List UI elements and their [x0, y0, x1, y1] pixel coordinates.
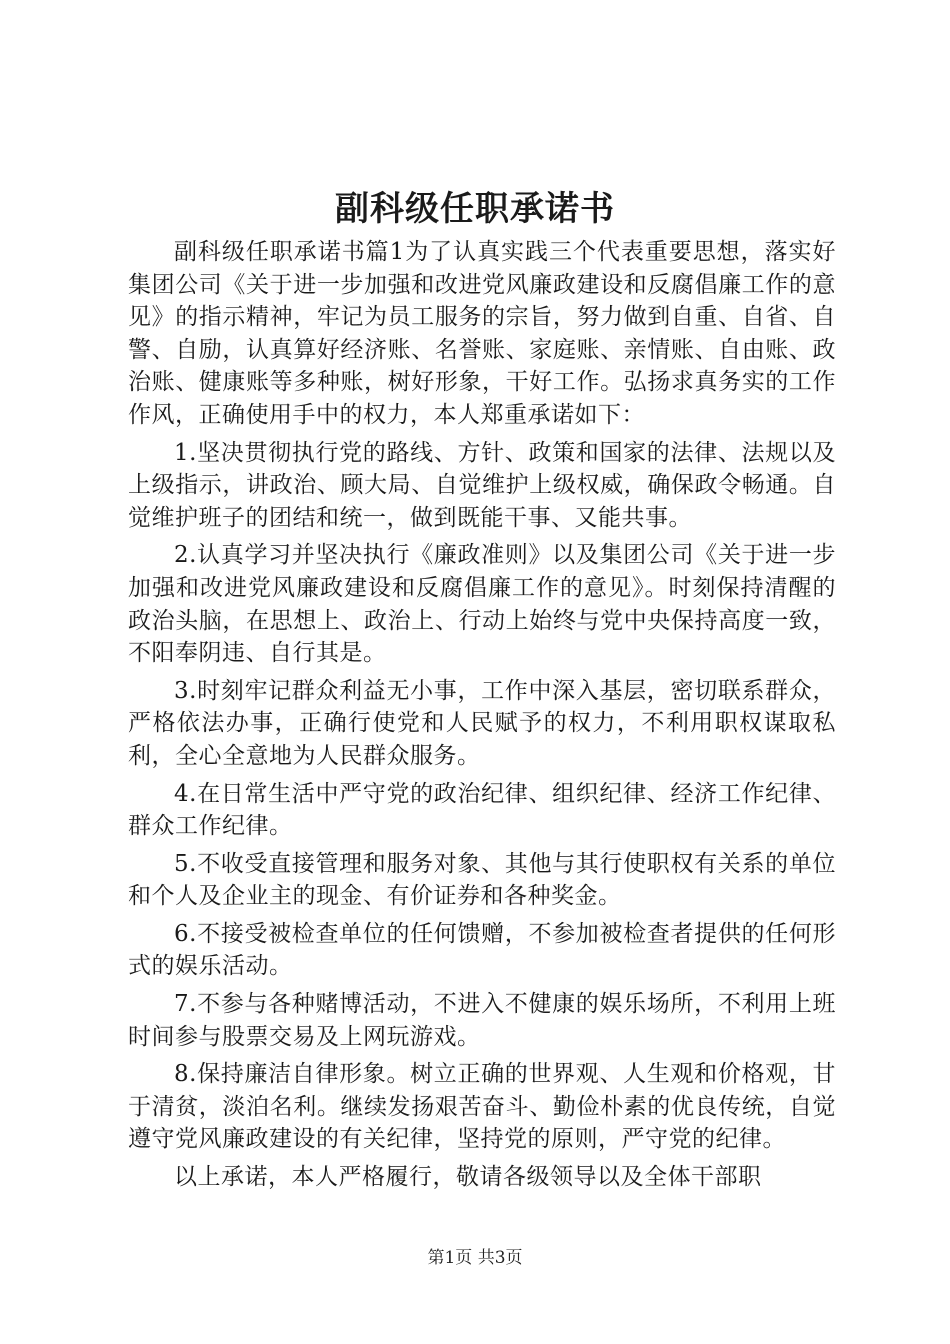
paragraph-item-3: 3.时刻牢记群众利益无小事，工作中深入基层，密切联系群众，严格依法办事，正确行使党和人民赋予的权力，不利用职权谋取私利，全心全意地为人民群众服务。 [128, 677, 836, 769]
paragraph-item-1: 1.坚决贯彻执行党的路线、方针、政策和国家的法律、法规以及上级指示，讲政治、顾大局、自觉维护上级权威，确保政令畅通。自觉维护班子的团结和统一，做到既能干事、又能共事。 [128, 439, 836, 531]
paragraph-item-2: 2.认真学习并坚决执行《廉政准则》以及集团公司《关于进一步加强和改进党风廉政建设和反腐倡廉工作的意见》。时刻保持清醒的政治头脑，在思想上、政治上、行动上始终与党中央保持高度一致，不阳奉阴违、自行其是。 [128, 542, 836, 667]
paragraph-item-4: 4.在日常生活中严守党的政治纪律、组织纪律、经济工作纪律、群众工作纪律。 [128, 780, 836, 840]
document-title: 副科级任职承诺书 [335, 189, 615, 229]
paragraph-item-5: 5.不收受直接管理和服务对象、其他与其行使职权有关系的单位和个人及企业主的现金、有价证券和各种奖金。 [128, 850, 836, 910]
paragraph-intro: 副科级任职承诺书篇1为了认真实践三个代表重要思想，落实好集团公司《关于进一步加强和改进党风廉政建设和反腐倡廉工作的意见》的指示精神，牢记为员工服务的宗旨，努力做到自重、自省、自警、自励，认真算好经济账、名誉账、家庭账、亲情账、自由账、政治账、健康账等多种账，树好形象，干好工作。弘扬求真务实的工作作风，正确使用手中的权力，本人郑重承诺如下： [128, 239, 836, 428]
document-body [128, 236, 836, 1199]
paragraph-item-7: 7.不参与各种赌博活动，不进入不健康的娱乐场所，不利用上班时间参与股票交易及上网玩游戏。 [128, 991, 836, 1050]
paragraph-closing: 以上承诺，本人严格履行，敬请各级领导以及全体干部职 [174, 1164, 762, 1191]
page-number: 第1页 共3页 [427, 1248, 523, 1268]
paragraph-item-8: 8.保持廉洁自律形象。树立正确的世界观、人生观和价格观，甘于清贫，淡泊名利。继续发扬艰苦奋斗、勤俭朴素的优良传统，自觉遵守党风廉政建设的有关纪律，坚持党的原则，严守党的纪律。 [128, 1061, 836, 1153]
paragraph-item-6: 6.不接受被检查单位的任何馈赠，不参加被检查者提供的任何形式的娱乐活动。 [128, 920, 836, 980]
